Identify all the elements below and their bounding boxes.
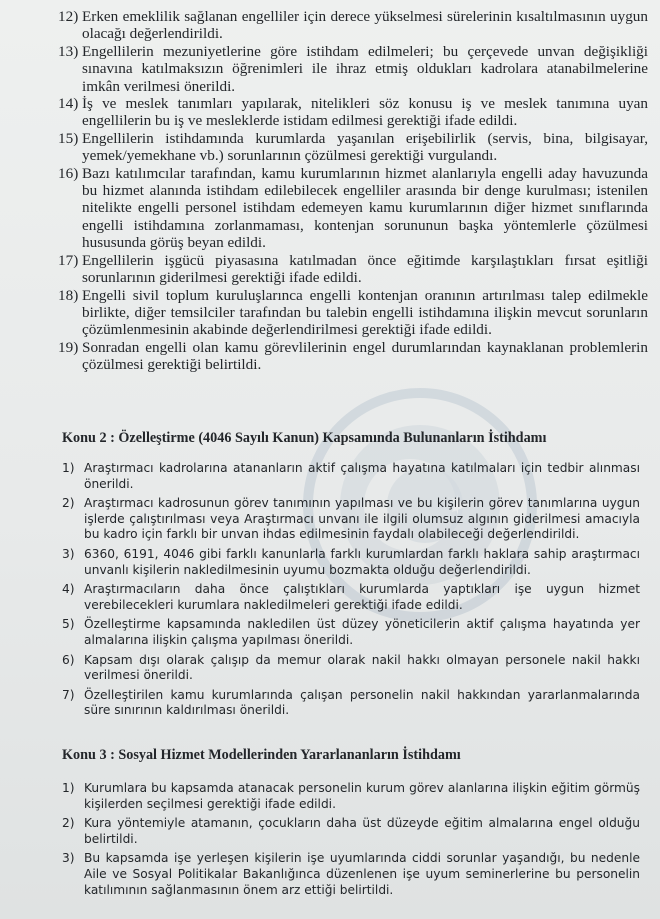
list-item: [62, 496, 640, 543]
recommendation-list: [58, 8, 648, 374]
item-number: 2): [62, 816, 75, 831]
item-number: 16): [58, 164, 79, 182]
item-text: Engellilerin işgücü piyasasına katılmadan önce eğitimde karşılaştıkları fırsat eşitliği sorunlarının giderilmesi gerektiği ifade edildi.: [82, 251, 648, 287]
item-number: 12): [58, 8, 79, 25]
item-text: Engellilerin mezuniyetlerine göre istihdam edilmeleri; bu çerçevede unvan değişikliği sınavına katılmaksızın öğrenimleri ile ihraz etmiş oldukları kadrolara atanabilmelerine imkân verilmesi önerildi.: [82, 42, 648, 95]
list-item: [62, 547, 640, 578]
item-number: 14): [58, 95, 79, 113]
item-number: 3): [62, 851, 75, 866]
item-text: Bazı katılımcılar tarafından, kamu kurumlarının hizmet alanlarıyla engelli aday havuzunda bu hizmet alanında istihdam edilebilecek engelliler arasında bir denge kurulması; istenilen nitelikte engelli personel istihdam edemeyen kamu kurumlarının diğer hizmet sınıflarında engelli istihdamına zorlanmaması, kontenjan sorununun başka yöntemlerle çözülmesi hususunda görüş beyan edildi.: [82, 164, 648, 252]
item-number: 1): [62, 461, 75, 475]
item-number: 5): [62, 617, 75, 632]
list-item: [58, 252, 648, 287]
item-text: Engelli sivil toplum kuruluşlarınca engelli kontenjan oranının artırılması talep edilmekle birlikte, diğer temsilciler tarafından bu talebin engelli istihdamına ilişkin mevcut sorunların çözümlenmesinin akabinde değerlendirilmesi gerektiği ifade edildi.: [82, 286, 648, 339]
item-text: 6360, 6191, 4046 gibi farklı kanunlarla farklı kurumlardan farklı haklara sahip araştırmacı unvanlı kişilerin nakledilmesinin uyumu bozmakta olduğu değerlendirildi.: [84, 546, 640, 577]
list-item: [58, 43, 648, 95]
item-number: 18): [58, 286, 79, 304]
section-2-list: [62, 461, 640, 723]
item-number: 4): [62, 582, 75, 597]
section-3-list: [62, 781, 640, 902]
list-item: [62, 781, 640, 812]
list-item: [58, 339, 648, 374]
list-item: [62, 461, 640, 492]
item-number: 17): [58, 251, 79, 269]
list-item: [62, 816, 640, 847]
item-number: 19): [58, 338, 79, 356]
item-text: Araştırmacı kadrolarına atananların aktif çalışma hayatına katılmaları için tedbir alınması önerildi.: [84, 461, 640, 491]
item-text: Bu kapsamda işe yerleşen kişilerin işe uyumlarında ciddi sorunlar yaşandığı, bu nedenle Aile ve Sosyal Politikalar Bakanlığınca düzenlenen işe uyum seminerlerine bu personelin katılımının sağlanmasının önem arz ettiği belirtildi.: [84, 851, 640, 897]
item-text: Engellilerin istihdamında kurumlarda yaşanılan erişebilirlik (servis, bina, bilgisayar, yemek/yemekhane vb.) sorunlarının çözülmesi gerektiği vurgulandı.: [82, 129, 648, 165]
item-number: 1): [62, 781, 75, 795]
list-item: [62, 653, 640, 684]
item-number: 3): [62, 546, 75, 561]
list-item: [58, 130, 648, 165]
item-text: Kurumlara bu kapsamda atanacak personelin kurum görev alanlarına ilişkin eğitim görmüş kişilerden seçilmesi gerektiği ifade edildi.: [84, 781, 640, 811]
item-text: Araştırmacı kadrosunun görev tanımının yapılması ve bu kişilerin görev tanımlarına uygun işlerde çalıştırılması veya Araştırmacı unvanı ile ilgili olumsuz algının giderilmesi amacıyla bu kadro için farklı bir unvan ihdas edilmesinin faydalı olabileceği değerlendirildi.: [84, 496, 640, 542]
item-number: 15): [58, 129, 79, 147]
item-text: Kura yöntemiyle atamanın, çocukların daha üst düzeyde eğitim almalarına engel olduğu belirtildi.: [84, 816, 640, 846]
item-text: Erken emeklilik sağlanan engelliler için derece yükselmesi sürelerinin kısaltılmasının uygun olacağı değerlendirildi.: [82, 8, 648, 43]
section-3-heading: Konu 3 : Sosyal Hizmet Modellerinden Yararlananların İstihdamı: [62, 747, 461, 763]
item-text: Özelleştirme kapsamında nakledilen üst düzey yöneticilerin aktif çalışma hayatında yer almalarına ilişkin çalışma yapılması önerildi.: [84, 617, 640, 647]
item-text: Sonradan engelli olan kamu görevlilerinin engel durumlarından kaynaklanan problemlerin çözülmesi gerektiği belirtildi.: [82, 338, 648, 374]
item-text: Özelleştirilen kamu kurumlarında çalışan personelin nakil hakkından yararlanmalarında süre sınırının kaldırılması önerildi.: [84, 687, 640, 718]
item-number: 13): [58, 42, 79, 60]
list-item: [58, 8, 648, 43]
item-number: 2): [62, 496, 75, 511]
list-item: [62, 851, 640, 898]
item-text: Araştırmacıların daha önce çalıştıkları kurumlarda yaptıkları işe uygun hizmet verebilecekleri kurumlara nakledilmeleri gerektiği ifade edildi.: [84, 582, 640, 612]
list-item: [58, 165, 648, 252]
item-number: 6): [62, 652, 75, 667]
section-2-heading: Konu 2 : Özelleştirme (4046 Sayılı Kanun) Kapsamında Bulunanların İstihdamı: [62, 430, 547, 446]
list-item: [58, 95, 648, 130]
item-text: Kapsam dışı olarak çalışıp da memur olarak nakil hakkı olmayan personele nakil hakkı verilmesi önerildi.: [84, 652, 640, 683]
item-text: İş ve meslek tanımları yapılarak, nitelikleri söz konusu iş ve meslek tanımına uyan engellilerin bu iş ve mesleklerde istidam edilmesi gerektiği ifade edildi.: [82, 95, 648, 130]
item-number: 7): [62, 687, 75, 702]
list-item: [62, 688, 640, 719]
list-item: [62, 582, 640, 613]
list-item: [58, 287, 648, 339]
list-item: [62, 617, 640, 648]
